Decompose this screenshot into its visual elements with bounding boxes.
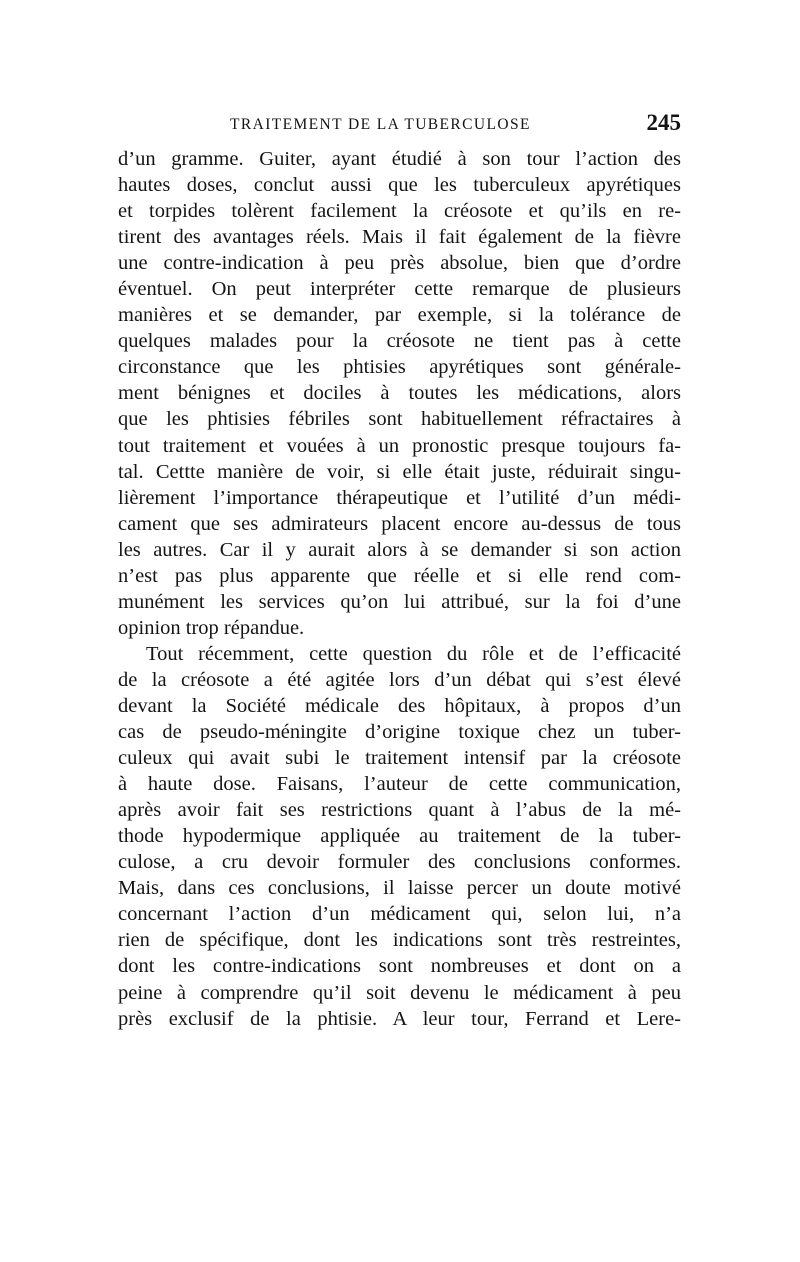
text-line: à haute dose. Faisans, l’auteur de cette communication, <box>118 773 681 796</box>
text-line: devant la Société médicale des hôpitaux, à propos d’un <box>118 694 681 717</box>
text-line: les autres. Car il y aurait alors à se demander si son action <box>118 538 681 561</box>
text-line: ment bénignes et dociles à toutes les médications, alors <box>118 382 681 405</box>
text-line: rien de spécifique, dont les indications sont très restreintes, <box>118 929 681 952</box>
text-line: circonstance que les phtisies apyrétiques sont générale- <box>118 356 681 379</box>
text-line: cament que ses admirateurs placent encore au-dessus de tous <box>118 512 681 535</box>
text-line: tal. Cettte manière de voir, si elle était juste, réduirait singu- <box>118 460 681 483</box>
text-line: culeux qui avait subi le traitement intensif par la créosote <box>118 747 681 770</box>
text-line: et torpides tolèrent facilement la créosote et qu’ils en re- <box>118 200 681 223</box>
text-line: concernant l’action d’un médicament qui, selon lui, n’a <box>118 903 681 926</box>
text-line: près exclusif de la phtisie. A leur tour, Ferrand et Lere- <box>118 1007 681 1030</box>
page-header <box>118 110 681 140</box>
text-line: d’un gramme. Guiter, ayant étudié à son tour l’action des <box>118 148 681 170</box>
text-line: une contre-indication à peu près absolue, bien que d’ordre <box>118 252 681 275</box>
page-number: 245 <box>646 110 681 135</box>
text-line: quelques malades pour la créosote ne tient pas à cette <box>118 330 681 353</box>
paragraph-first-line: Tout récemment, cette question du rôle et de l’efficacité <box>146 642 681 665</box>
text-line: tirent des avantages réels. Mais il fait également de la fièvre <box>118 226 681 249</box>
running-title: TRAITEMENT DE LA TUBERCULOSE <box>230 116 531 133</box>
paragraph-end-line: opinion trop répandue. <box>118 616 305 639</box>
text-line: culose, a cru devoir formuler des conclusions conformes. <box>118 851 681 874</box>
text-line: que les phtisies fébriles sont habituellement réfractaires à <box>118 408 681 431</box>
text-line: lièrement l’importance thérapeutique et l’utilité d’un médi- <box>118 486 681 509</box>
text-line: cas de pseudo-méningite d’origine toxique chez un tuber- <box>118 721 681 744</box>
text-line: éventuel. On peut interpréter cette remarque de plusieurs <box>118 278 681 301</box>
text-line: tout traitement et vouées à un pronostic presque toujours fa- <box>118 434 681 457</box>
text-line: thode hypodermique appliquée au traitement de la tuber- <box>118 825 681 848</box>
text-line: hautes doses, conclut aussi que les tuberculeux apyrétiques <box>118 174 681 197</box>
text-line: après avoir fait ses restrictions quant à l’abus de la mé- <box>118 799 681 822</box>
text-line: dont les contre-indications sont nombreuses et dont on a <box>118 955 681 978</box>
text-line: munément les services qu’on lui attribué, sur la foi d’une <box>118 590 681 613</box>
text-line: peine à comprendre qu’il soit devenu le médicament à peu <box>118 981 681 1004</box>
body-text <box>118 146 681 1032</box>
text-line: Mais, dans ces conclusions, il laisse percer un doute motivé <box>118 877 681 900</box>
text-line: de la créosote a été agitée lors d’un débat qui s’est élevé <box>118 668 681 691</box>
text-line: manières et se demander, par exemple, si la tolérance de <box>118 304 681 327</box>
text-line: n’est pas plus apparente que réelle et si elle rend com- <box>118 564 681 587</box>
